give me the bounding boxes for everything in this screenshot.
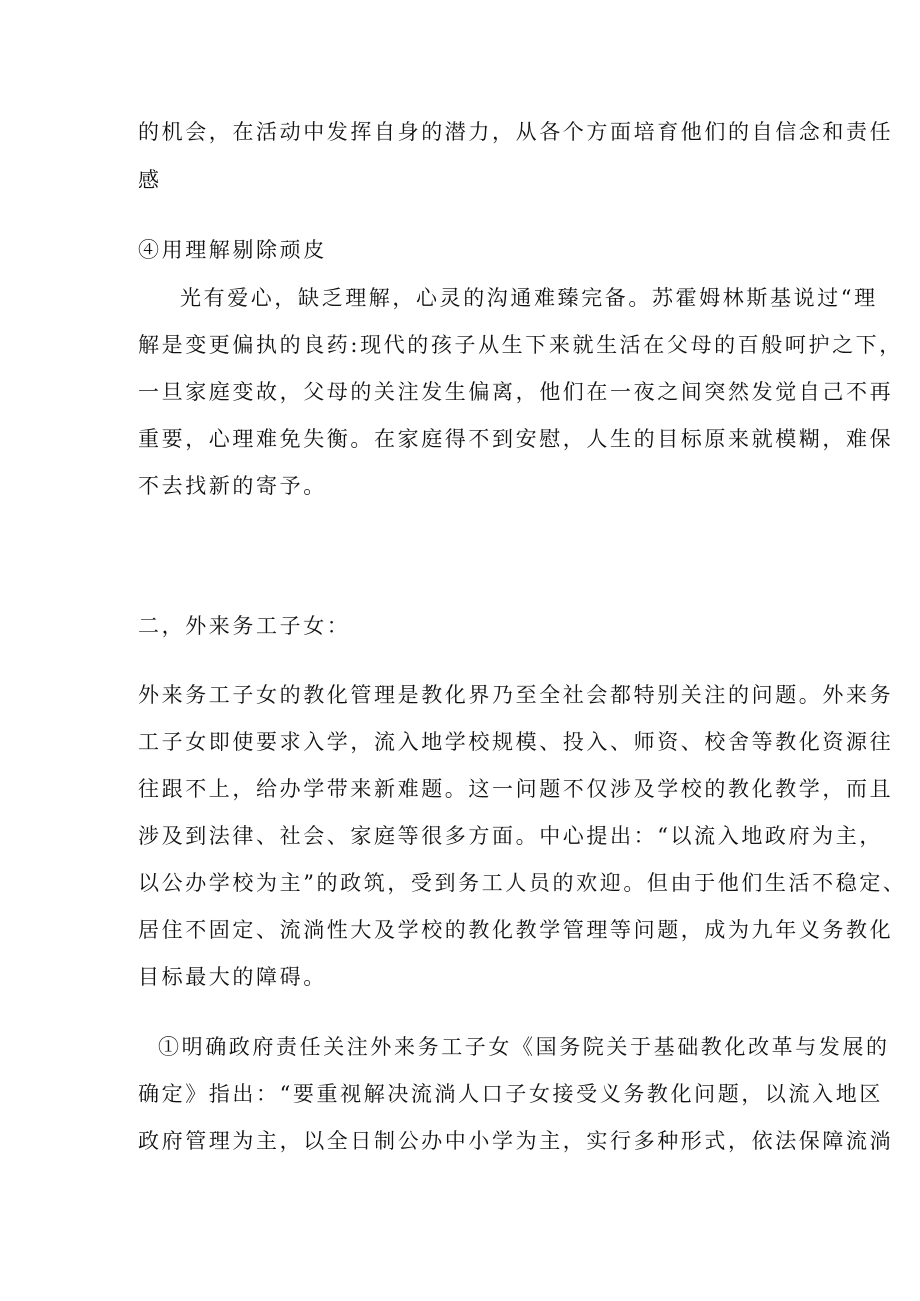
paragraph-line: 不去找新的寄予。	[138, 474, 327, 498]
paragraph-line: 外来务工子女的教化管理是教化界乃至全社会都特别关注的问题。外来务	[138, 683, 894, 707]
paragraph-line: 的机会，在活动中发挥自身的潜力，从各个方面培育他们的自信念和责任	[138, 120, 894, 144]
paragraph-line: 以公办学校为主”的政筑，受到务工人员的欢迎。但由于他们生活不稳定、	[138, 871, 907, 895]
paragraph-line: 光有爱心，缺乏理解，心灵的沟通难臻完备。苏霍姆林斯基说过“理	[180, 286, 878, 310]
paragraph-line: 涉及到法律、社会、家庭等很多方面。中心提出：“以流入地政府为主，	[138, 824, 883, 848]
paragraph-line: 往跟不上，给办学带来新难题。这一问题不仅涉及学校的教化教学，而且	[138, 777, 894, 801]
paragraph-line: 目标最大的障碍。	[138, 965, 327, 989]
paragraph-line: 工子女即使要求入学，流入地学校规模、投入、师资、校舍等教化资源往	[138, 730, 894, 754]
paragraph-line: ①明确政府责任关注外来务工子女《国务院关于基础教化改革与发展的	[158, 1035, 890, 1059]
paragraph-line: 确定》指出：“要重视解决流淌人口子女接受义务教化问题，以流入地区	[138, 1082, 883, 1106]
paragraph-line: 解是变更偏执的良药:现代的孩子从生下来就生活在父母的百般呵护之下，	[138, 333, 903, 357]
paragraph-line: 居住不固定、流淌性大及学校的教化教学管理等问题，成为九年义务教化	[138, 918, 894, 942]
paragraph-line: 感	[138, 168, 162, 192]
paragraph-line: 政府管理为主，以全日制公办中小学为主，实行多种形式，依法保障流淌	[138, 1129, 894, 1153]
paragraph-line: 一旦家庭变故，父母的关注发生偏离，他们在一夜之间突然发觉自己不再	[138, 380, 894, 404]
section-heading: 二，外来务工子女：	[138, 614, 351, 638]
paragraph-line: 重要，心理难免失衡。在家庭得不到安慰，人生的目标原来就模糊，难保	[138, 427, 894, 451]
section-heading: ④用理解剔除顽皮	[138, 238, 327, 262]
